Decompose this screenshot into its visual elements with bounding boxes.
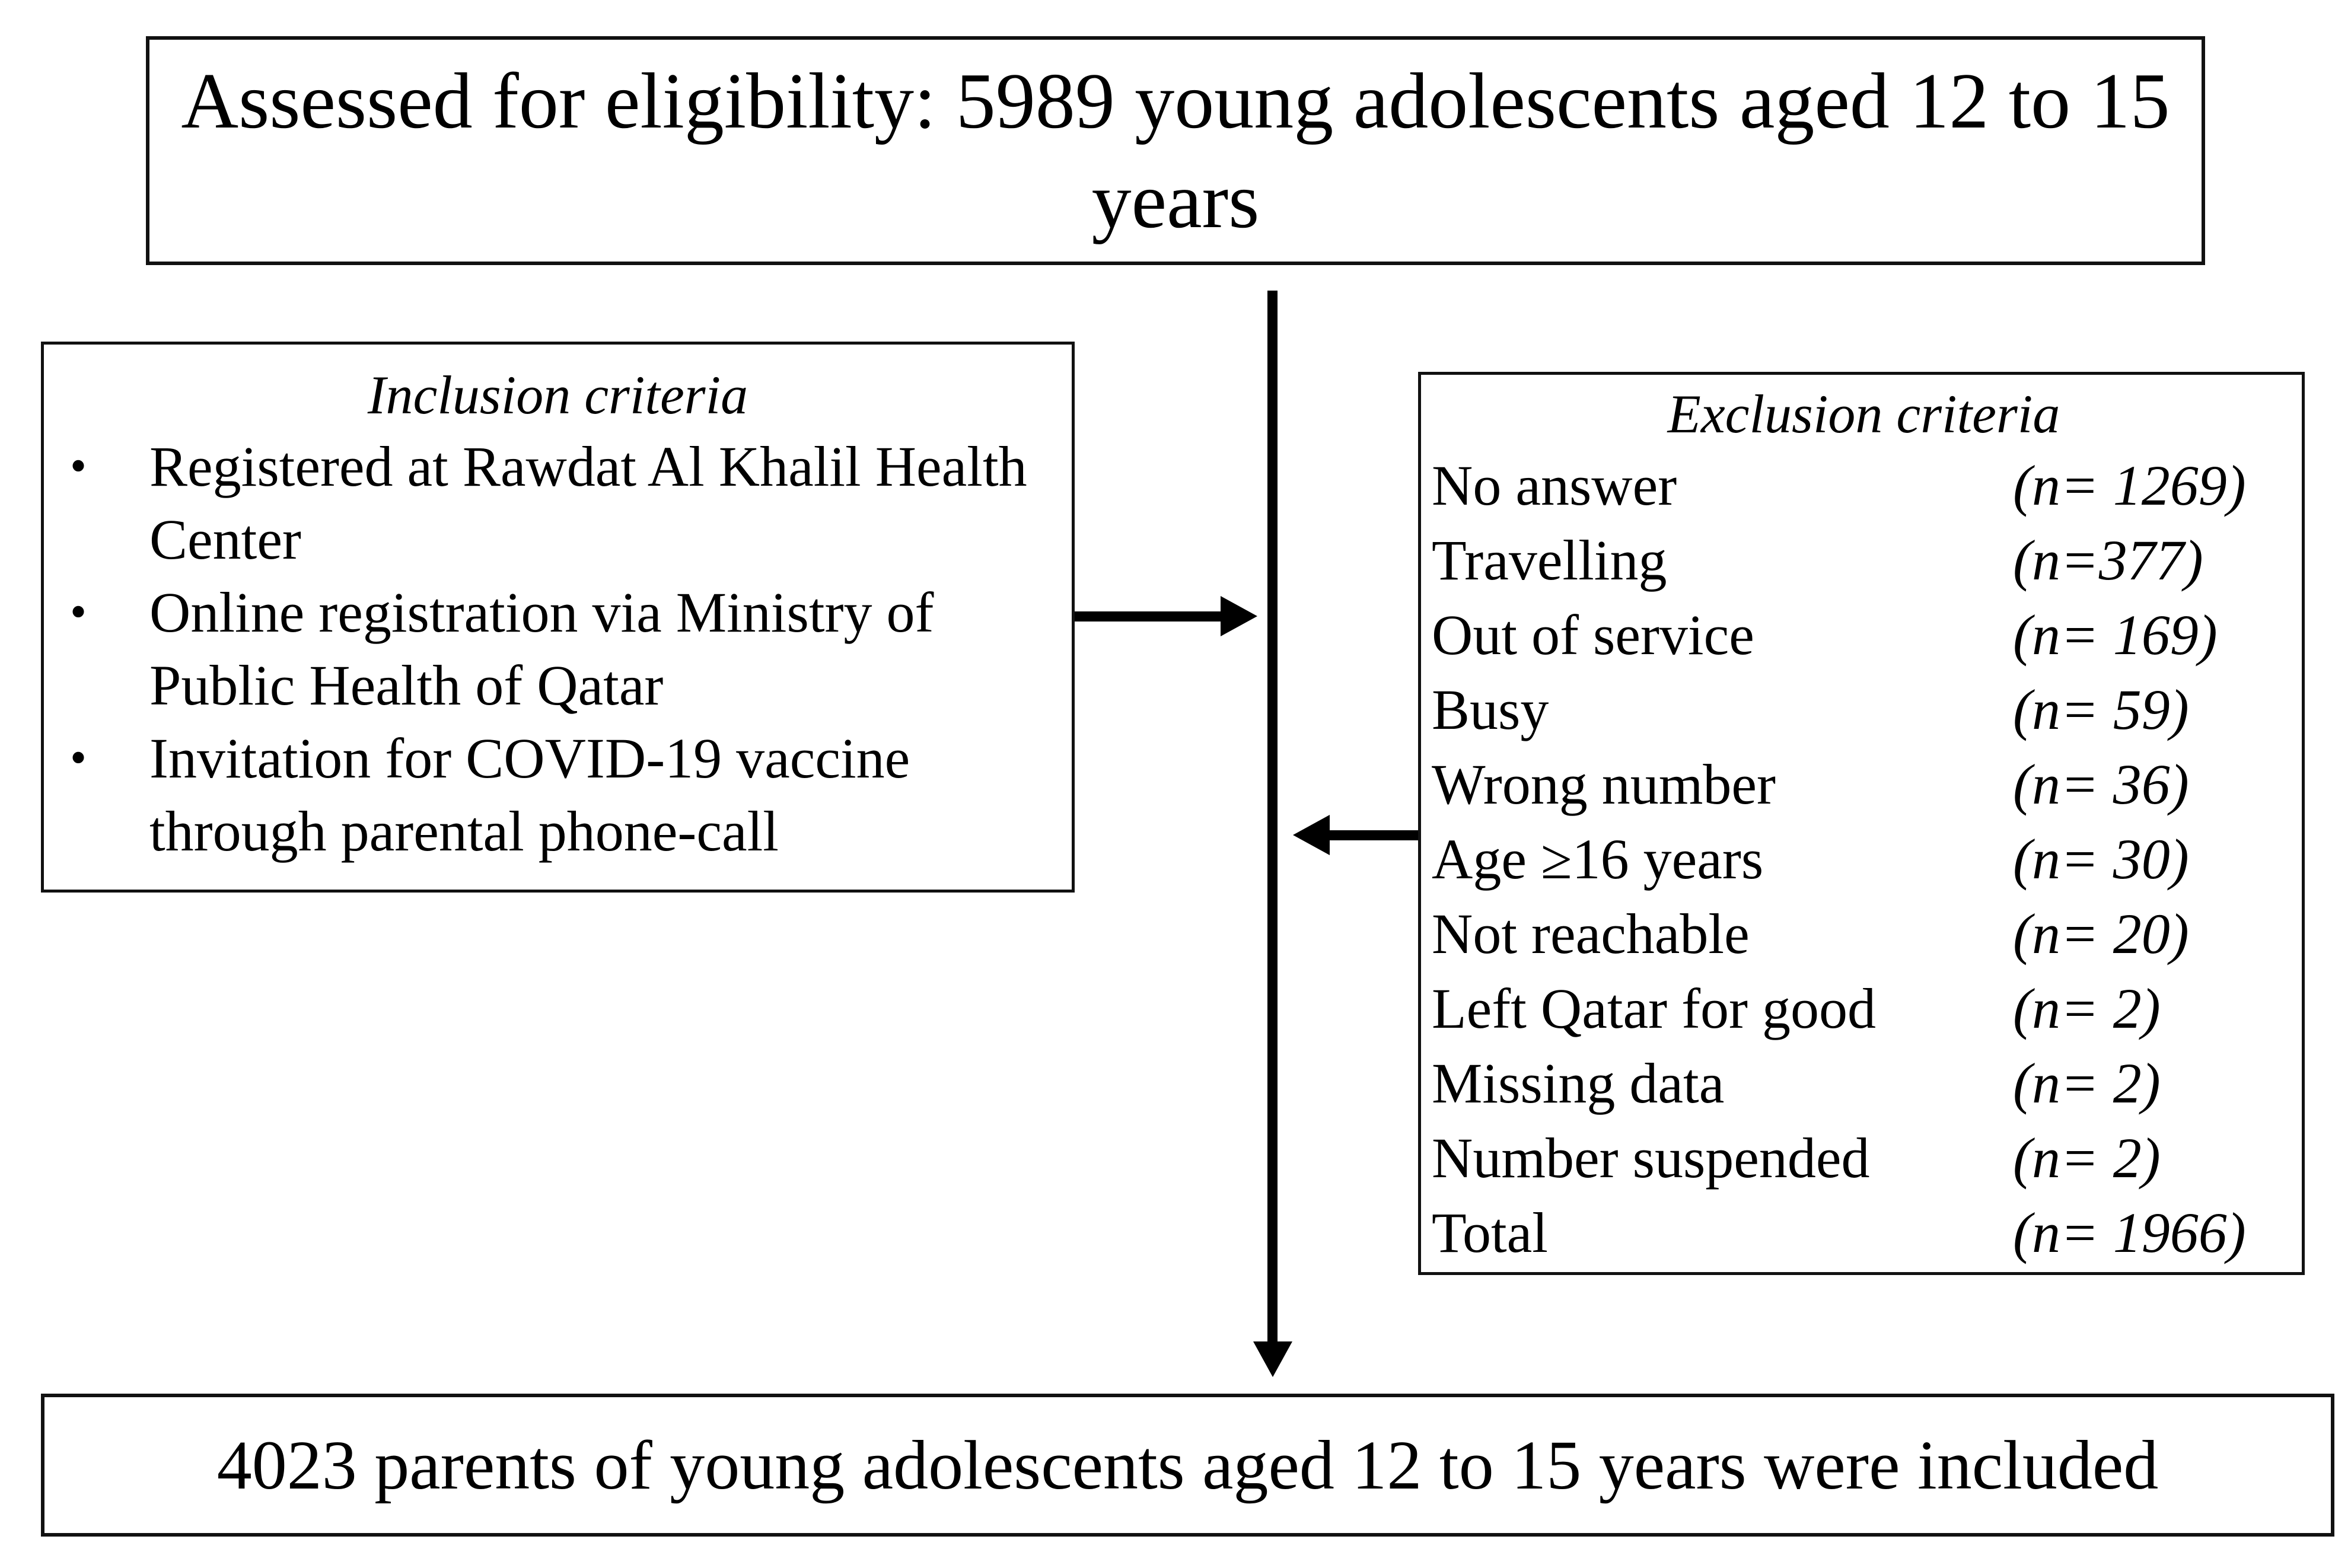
inclusion-item xyxy=(56,722,1060,868)
exclusion-count: (n= 2) xyxy=(2013,1051,2161,1115)
exclusion-row xyxy=(1432,897,2296,971)
exclusion-label: Travelling xyxy=(1432,528,1667,592)
exclusion-count: (n= 169) xyxy=(2013,603,2218,667)
exclusion-row xyxy=(1432,673,2296,747)
exclusion-label: Not reachable xyxy=(1432,902,1750,965)
exclusion-count: (n= 1966) xyxy=(2013,1201,2246,1264)
exclusion-label: No answer xyxy=(1432,454,1677,517)
exclusion-label: Missing data xyxy=(1432,1051,1725,1115)
exclusion-label: Total xyxy=(1432,1201,1548,1264)
inclusion-item-text: Invitation for COVID-19 vaccine through parental phone-call xyxy=(149,726,910,863)
included-text: 4023 parents of young adolescents aged 12 to 15 years were included xyxy=(216,1426,2159,1504)
exclusion-label: Busy xyxy=(1432,678,1549,741)
exclusion-count: (n= 20) xyxy=(2013,902,2189,965)
exclusion-count: (n= 1269) xyxy=(2013,454,2246,517)
exclusion-count: (n= 59) xyxy=(2013,678,2189,741)
inclusion-arrow-shaft xyxy=(1075,611,1223,622)
inclusion-title: Inclusion criteria xyxy=(367,365,748,425)
exclusion-title: Exclusion criteria xyxy=(1667,384,2060,444)
exclusion-count: (n= 36) xyxy=(2013,753,2189,816)
exclusion-row xyxy=(1432,822,2296,897)
right-arrow-icon xyxy=(1221,596,1257,636)
down-arrow-icon xyxy=(1253,1341,1292,1377)
exclusion-label: Left Qatar for good xyxy=(1432,977,1877,1040)
eligibility-box xyxy=(146,36,2205,265)
exclusion-arrow-shaft xyxy=(1329,830,1418,840)
included-box xyxy=(41,1394,2334,1537)
bullet-icon: • xyxy=(70,732,87,784)
exclusion-row xyxy=(1432,1046,2296,1121)
inclusion-item-text: Online registration via Ministry of Public Health of Qatar xyxy=(149,581,934,717)
exclusion-row xyxy=(1432,971,2296,1046)
main-flow-line xyxy=(1267,291,1278,1352)
inclusion-list xyxy=(56,430,1060,868)
eligibility-text: Assessed for eligibility: 5989 young adolescents aged 12 to 15 years xyxy=(181,57,2170,244)
exclusion-count: (n= 2) xyxy=(2013,977,2161,1040)
exclusion-row xyxy=(1432,1121,2296,1196)
inclusion-criteria-box xyxy=(41,342,1075,893)
inclusion-item xyxy=(56,576,1060,722)
inclusion-item-text: Registered at Rawdat Al Khalil Health Center xyxy=(149,435,1027,571)
exclusion-row xyxy=(1432,448,2296,523)
exclusion-label: Number suspended xyxy=(1432,1126,1870,1190)
exclusion-total-row xyxy=(1432,1196,2296,1270)
exclusion-row xyxy=(1432,598,2296,673)
inclusion-item xyxy=(56,430,1060,576)
exclusion-label: Age ≥16 years xyxy=(1432,827,1764,891)
exclusion-count: (n= 30) xyxy=(2013,827,2189,891)
exclusion-count: (n= 2) xyxy=(2013,1126,2161,1190)
bullet-icon: • xyxy=(70,586,87,638)
exclusion-count: (n=377) xyxy=(2013,528,2203,592)
exclusion-row xyxy=(1432,523,2296,598)
exclusion-label: Wrong number xyxy=(1432,753,1776,816)
exclusion-criteria-box xyxy=(1418,372,2305,1275)
left-arrow-icon xyxy=(1293,815,1330,855)
exclusion-label: Out of service xyxy=(1432,603,1754,667)
bullet-icon: • xyxy=(70,440,87,492)
exclusion-row xyxy=(1432,747,2296,822)
